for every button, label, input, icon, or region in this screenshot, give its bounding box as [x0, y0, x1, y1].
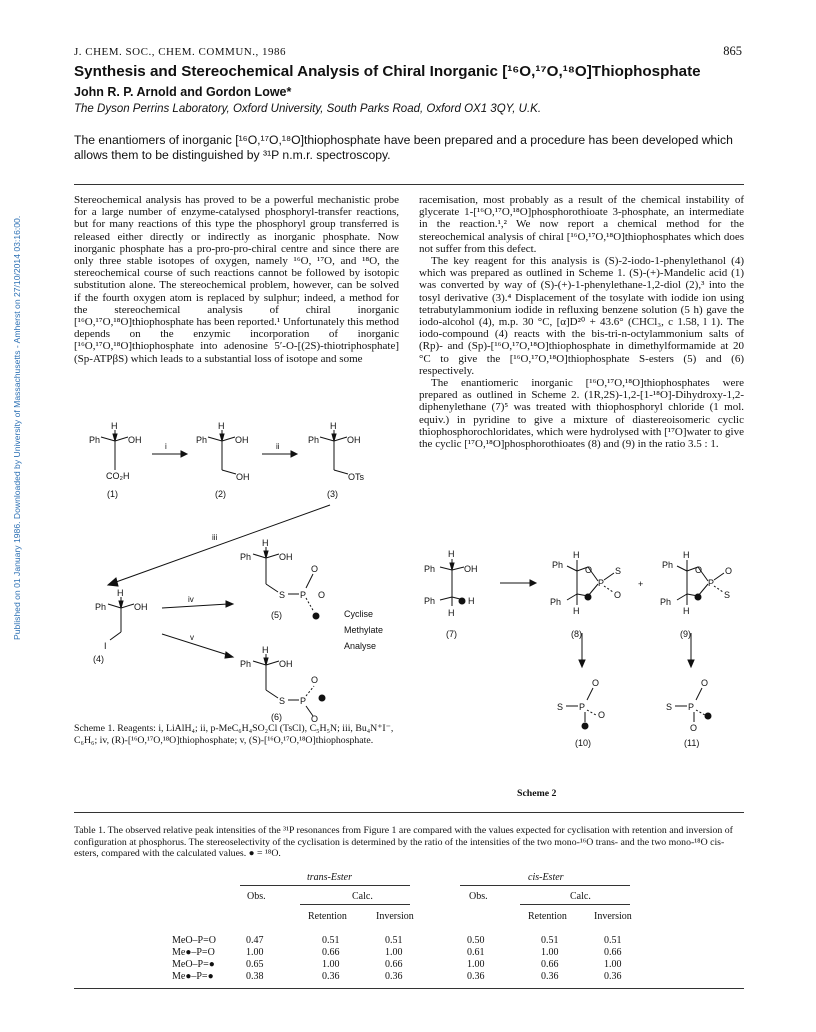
step-ii: ii — [276, 442, 280, 451]
step-v: v — [190, 633, 194, 642]
compound-10-label: (10) — [575, 738, 592, 748]
authors: John R. P. Arnold and Gordon Lowe* — [74, 85, 292, 99]
cell: 0.66 — [385, 959, 403, 970]
ph-label: Ph — [662, 560, 674, 570]
h-label: H — [330, 421, 337, 431]
oh-label: OH — [236, 472, 250, 482]
o-label: O — [695, 565, 703, 575]
row-label: Me●–P=● — [172, 971, 214, 982]
compound-6-label: (6) — [271, 712, 282, 722]
trans-calc-rule — [300, 904, 410, 905]
side-note-3: Analyse — [344, 641, 377, 651]
h-label: H — [683, 550, 690, 560]
cell: 0.36 — [385, 971, 403, 982]
oh-label: OH — [347, 435, 361, 445]
compound-1-label: (1) — [107, 489, 118, 499]
trans-calc-header: Calc. — [352, 891, 373, 902]
cell: 1.00 — [385, 947, 403, 958]
o-label: O — [311, 675, 319, 685]
ph-label: Ph — [240, 552, 252, 562]
row-label: MeO–P=O — [172, 935, 216, 946]
cell: 0.61 — [467, 947, 485, 958]
h-label: H — [448, 608, 455, 618]
h-label: H — [111, 421, 118, 431]
o-label: O — [585, 565, 593, 575]
o17-label: O — [311, 714, 319, 724]
o17-label: O — [598, 710, 606, 720]
cell: 0.36 — [604, 971, 622, 982]
oh-label: OH — [128, 435, 142, 445]
ph-label: Ph — [550, 597, 562, 607]
ph-label: Ph — [89, 435, 101, 445]
trans-inversion-header: Inversion — [376, 911, 414, 922]
cell: 0.66 — [541, 959, 559, 970]
cell: 0.36 — [467, 971, 485, 982]
plus-sign: + — [638, 579, 644, 589]
compound-11-label: (11) — [684, 738, 700, 748]
o17-label: O — [725, 566, 733, 576]
ph-label: Ph — [95, 602, 107, 612]
co2h-label: CO₂H — [106, 471, 130, 481]
cell: 0.51 — [322, 935, 340, 946]
ots-label: OTs — [348, 472, 365, 482]
abstract: The enantiomers of inorganic [¹⁶O,¹⁷O,¹⁸O]thiophosphate have been prepared and a procedure has been developed which allows them to be distinguished by ³¹P n.m.r. spectroscopy. — [74, 133, 733, 162]
cis-group-rule — [460, 885, 630, 886]
table-group-trans: trans-Ester — [307, 872, 352, 883]
cell: 1.00 — [541, 947, 559, 958]
s-label: S — [279, 590, 286, 600]
row-label: MeO–P=● — [172, 959, 215, 970]
cell: 0.51 — [541, 935, 559, 946]
cell: 0.38 — [246, 971, 264, 982]
body-paragraph: The key reagent for this analysis is (S)-2-iodo-1-phenylethanol (4) which was prepared as outlined in Scheme 1. (S)-(+)-Mandelic acid (1) was converted by way of (S)-(+)-1-phenylethane-1,2-diol (2),³ into the tosyl derivative (3).⁴ Displacement of the tosylate with iodide ion using tetrabutylammonium iodide in refluxing benzene solution (5 h) gave the iodo-alcohol (4), m.p. 30 °C, [α]D²⁰ + 43.6° (CHCl₃, c 1.58, l 1). The iodo-compound (4) reacts with the bis-tri-n-octylammonium salts of (Rp)- and (Sp)-[¹⁶O,¹⁷O,¹⁸O]thiophosphate in dimethylformamide at 20 °C to give the [¹⁶O,¹⁷O,¹⁸O]thiophosphate S-esters (5) and (6) respectively. — [419, 255, 744, 377]
cell: 0.51 — [385, 935, 403, 946]
oh-label: H — [468, 596, 475, 606]
ph-label: Ph — [308, 435, 320, 445]
article-title: Synthesis and Stereochemical Analysis of Chiral Inorganic [¹⁶O,¹⁷O,¹⁸O]Thiophosphate — [74, 63, 701, 80]
page-number: 865 — [723, 44, 742, 58]
o-label: O — [592, 678, 600, 688]
p-label: P — [688, 702, 695, 712]
side-note-1: Cyclise — [344, 609, 374, 619]
compound-7-label: (7) — [446, 629, 457, 639]
cell: 0.65 — [246, 959, 264, 970]
ph-label: Ph — [552, 560, 564, 570]
p-label: P — [708, 578, 715, 588]
o17-label: O — [318, 590, 326, 600]
oh-label: OH — [134, 602, 148, 612]
oh-label: OH — [464, 564, 478, 574]
step-i: i — [165, 442, 167, 451]
cell: 0.36 — [541, 971, 559, 982]
h-label: H — [683, 606, 690, 616]
p-label: P — [579, 702, 586, 712]
ph-label: Ph — [424, 564, 436, 574]
h-label: H — [573, 606, 580, 616]
cis-inversion-header: Inversion — [594, 911, 632, 922]
ph-label: Ph — [240, 659, 252, 669]
trans-obs-header: Obs. — [247, 891, 266, 902]
s-label: S — [557, 702, 564, 712]
scheme-2-caption: Scheme 2 — [517, 788, 557, 799]
o-label: O — [701, 678, 709, 688]
cell: 0.66 — [322, 947, 340, 958]
cis-calc-rule — [520, 904, 630, 905]
affiliation: The Dyson Perrins Laboratory, Oxford University, South Parks Road, Oxford OX1 3QY, U.K. — [74, 103, 542, 115]
scheme-1-caption: Scheme 1. Reagents: i, LiAlH₄; ii, p-MeC₆H₄SO₂Cl (TsCl), C₅H₅N; iii, Bu₄N⁺I⁻, C₆H₆; iv, (R)-[¹⁶O,¹⁷O,¹⁸O]thiophosphate; v, (S)-[¹⁶O,¹⁷O,¹⁸O]thiophosphate. — [74, 723, 394, 746]
table-group-cis: cis-Ester — [528, 872, 564, 883]
body-paragraph: racemisation, most probably as a result of the chemical instability of glycerate 1-[¹⁶O,¹⁷O,¹⁸O]phosphorothioate 3-phosphate, an intermediate in the reaction.¹,² We now report a chemical method for the stereochemical analysis of chiral [¹⁶O,¹⁷O,¹⁸O]thiophosphates which does not suffer from this defect. — [419, 194, 744, 255]
cell: 1.00 — [604, 959, 622, 970]
cell: 0.47 — [246, 935, 264, 946]
ph-label: Ph — [660, 597, 672, 607]
cell: 1.00 — [467, 959, 485, 970]
s-label: S — [615, 566, 622, 576]
step-iv: iv — [188, 595, 194, 604]
oh-label: OH — [235, 435, 249, 445]
trans-retention-header: Retention — [308, 911, 347, 922]
compound-9-label: (9) — [680, 629, 691, 639]
o17-label: O — [614, 590, 622, 600]
h-label: H — [117, 588, 124, 598]
cis-obs-header: Obs. — [469, 891, 488, 902]
s-label: S — [279, 696, 286, 706]
trans-group-rule — [240, 885, 410, 886]
ph-label: Ph — [424, 596, 436, 606]
cell: 0.66 — [604, 947, 622, 958]
step-iii: iii — [212, 533, 218, 542]
row-label: Me●–P=O — [172, 947, 215, 958]
h-label: H — [262, 645, 269, 655]
h-label: H — [262, 538, 269, 548]
h-label: H — [448, 549, 455, 559]
cell: 0.50 — [467, 935, 485, 946]
oh-label: OH — [279, 659, 293, 669]
compound-3-label: (3) — [327, 489, 338, 499]
compound-2-label: (2) — [215, 489, 226, 499]
side-note-2: Methylate — [344, 625, 384, 635]
cis-retention-header: Retention — [528, 911, 567, 922]
p-label: P — [598, 578, 605, 588]
s-label: S — [666, 702, 673, 712]
table-bottom-rule — [74, 988, 744, 989]
s-label: S — [724, 590, 731, 600]
h-label: H — [218, 421, 225, 431]
p-label: P — [300, 696, 307, 706]
p-label: P — [300, 590, 307, 600]
cell: 0.51 — [604, 935, 622, 946]
cell: 1.00 — [322, 959, 340, 970]
compound-5-label: (5) — [271, 610, 282, 620]
body-paragraph: The enantiomeric inorganic [¹⁶O,¹⁷O,¹⁸O]thiophosphates were prepared as outlined in Scheme 2. (1R,2S)-1,2-[1-¹⁸O]-Dihydroxy-1,2-diphenylethane (7)⁵ was treated with thiophosphoryl chloride (1 mol. equiv.) in pyridine to give a mixture of diastereoisomeric cyclic thiophosphorochloridates, which were hydrolysed with [¹⁷O]water to give the cyclic [¹⁷O,¹⁸O]phosphorothioates (8) and (9) in the ratio 3.5 : 1. — [419, 377, 744, 451]
journal-header: J. CHEM. SOC., CHEM. COMMUN., 1986 — [74, 46, 286, 58]
ph-label: Ph — [196, 435, 208, 445]
oh-label: OH — [279, 552, 293, 562]
iodo-label: I — [104, 641, 107, 651]
cell: 1.00 — [246, 947, 264, 958]
h-label: H — [573, 550, 580, 560]
compound-8-label: (8) — [571, 629, 582, 639]
cell: 0.36 — [322, 971, 340, 982]
o-label: O — [311, 564, 319, 574]
cis-calc-header: Calc. — [570, 891, 591, 902]
table-caption: Table 1. The observed relative peak intensities of the ³¹P resonances from Figure 1 are compared with the values expected for cyclisation with retention and inversion of configuration at phosphorus. The stereoselectivity of the cyclisation is determined by the ratio of the intensities of the two mono-¹⁶O trans- and the two mono-¹⁸O cis-esters, compared with the calculated values. ● = ¹⁸O. — [74, 825, 733, 860]
body-paragraph: Stereochemical analysis has proved to be a powerful mechanistic probe for a large number of enzyme-catalysed phosphoryl-transfer reactions, but for many reactions of this type the phosphoryl group transferred is released either directly or indirectly as inorganic phosphate. Now inorganic phosphate has a pro-pro-pro-chiral centre and since there are only three stable isotopes of oxygen, namely ¹⁶O, ¹⁷O, and ¹⁸O, the stereochemical course of such reactions cannot be followed by isotopic substitution alone. The stereochemical problem, however, can be solved if the fourth oxygen atom is replaced by sulphur; indeed, a method for the stereochemical analysis of chiral inorganic [¹⁶O,¹⁷O,¹⁸O]thiophosphate has been reported.¹ Unfortunately this method depends on the enzymic incorporation of inorganic [¹⁶O,¹⁷O,¹⁸O]thiophosphate into adenosine 5′-O-[(2S)-thiotriphosphate] (Sp-ATPβS) which leads to a substantial loss of isotope and some — [74, 194, 399, 365]
download-watermark-text: Published on 01 January 1986. Downloaded by University of Massachusetts - Amherst on 27/10/2014 03:16:00. — [12, 215, 22, 640]
compound-4-label: (4) — [93, 654, 104, 664]
o17-label: O — [690, 723, 698, 733]
